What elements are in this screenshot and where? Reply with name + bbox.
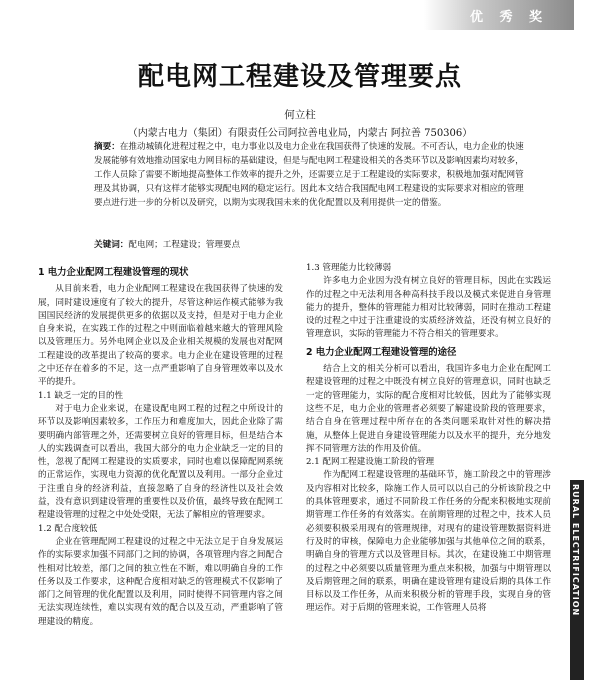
journal-side-tab	[570, 480, 584, 680]
section-heading: 1.2 配合度较低	[38, 523, 98, 534]
paragraph: 从目前来看，电力企业配网工程建设在我国获得了快速的发展，同时建设速度有了较大的提升，尽管这种运作模式能够为我国国民经济的发展提供更多的依据以及支持，但是对于电力企业自身来说，在实践工作的过程之中则面临着越来越大的管理风险以及管理压力。另外电网企业以及企业相关规模的发展也对配网工程建设的改革提出了较高的要求。电力企业在建设管理的过程之中还存在着多的不足，这一点严重影响了自身管理效率以及水平的提升。	[38, 284, 283, 388]
paragraph: 许多电力企业因为没有树立良好的管理目标，因此在实践运作的过程之中无法利用各种高科技手段以及模式来促进自身管理能力的提升，整体的管理能力相对比较薄弱，同时在推动工程建设的过程之中过于注重建设的实质经济效益，还没有树立良好的管理意识，实际的管理能力不符合相关的管理要求。	[306, 276, 551, 340]
article-title: 配电网工程建设及管理要点	[137, 62, 462, 92]
section-heading: 1 电力企业配网工程建设管理的现状	[38, 267, 189, 278]
journal-side-tab-label: RURAL ELECTRIFICATION	[571, 484, 580, 617]
section-heading: 2.1 配网工程建设施工阶段的管理	[306, 457, 435, 468]
right-column	[306, 262, 551, 616]
keywords-label: 关键词：	[94, 240, 129, 250]
award-badge	[424, 0, 574, 30]
author-affiliation: （内蒙古电力（集团）有限责任公司阿拉善电业局，内蒙古 阿拉善 750306）	[127, 128, 473, 139]
left-column	[38, 262, 283, 629]
author-name: 何立柱	[284, 109, 316, 121]
section-heading: 1.3 管理能力比较薄弱	[306, 263, 392, 273]
paragraph: 作为配网工程建设管理的基础环节，施工阶段之中的管理涉及内容相对比较多，除施工作人员可以以自己的分析该阶段之中的具体管理要求，通过不同阶段工作任务的分配来积极地实现前期管理工作任务的有效落实。在前期管理的过程之中，技术人员必须要积极采用现有的管理规律，对现有的建设管理数据资料进行及时的审核，保障电力企业能够加强与其他单位之间的联系，明确自身的管理方式以及管理目标。其次，在建设施工中期管理的过程之中必须要以质量管理为重点来积极，加强与中期管理以及后期管理之间的联系，明确在建设管理有建设后期的具体工作目标以及工作任务，从而来积极分析的管理手段，实现自身的管理运作。对于后期的管理来说，工作管理人员将	[306, 470, 551, 614]
paragraph: 对于电力企业来说，在建设配电网工程的过程之中所设计的环节以及影响因素较多，工作压力和难度加大，因此企业除了需要明确内部管理之外，还需要树立良好的管理目标，但是结合本人的实践调查可以看出，我国大部分的电力企业缺乏一定的目的性，忽视了配网工程建设的实质要求，同时也难以保障配网系统的正常运作，实现电力资源的优化配置以及利用。一部分企业过于注重自身的经济利益，直接忽略了自身的经济性以及社会效益，没有意识到建设管理的重要性以及价值，最终导致在配网工程建设管理的过程之中处处受限，无法了解相应的管理要求。	[38, 403, 283, 521]
paragraph: 企业在管理配网工程建设的过程之中无法立足于自身发展运作的实际要求加强不同部门之间的协调，各项管理内容之间配合性相对比较差，部门之间的独立性在不断，难以明确自身的工作任务以及工作要求，这种配合度相对缺乏的管理模式不仅影响了部门之间管理的优化配置以及利用，同时使得不同管理内容之间无法实现连续性，难以实现有效的配合以及互动，严重影响了管理建设的精度。	[38, 536, 283, 627]
section-heading: 1.1 缺乏一定的目的性	[38, 390, 124, 401]
abstract	[94, 140, 524, 210]
abstract-text: 在推动城镇化进程过程之中，电力事业以及电力企业在我国获得了快速的发展。不可否认，电力企业的快速发展能够有效地推动国家电力网目标的基础建设，但是与配电网工程建设相关的各类环节以及影响因素均对较多，工作人员除了需要不断地提高整体工作效率的提升之外，还需要立足于工程建设的实际要求，积极地加强对配网管理及其协调，只有这样才能够实现配电网的稳定运行。因此本文结合我国配电网工程建设的实际要求对相应的管理要点进行进一步的分析以及研究，以期为实现我国未来的优化配置以及利用提供一定的借鉴。	[94, 142, 524, 208]
abstract-label: 摘要：	[94, 142, 120, 152]
award-badge-label: 优 秀 奖	[469, 10, 548, 25]
section-heading: 2 电力企业配网工程建设管理的途径	[306, 346, 457, 358]
keywords-text: 配电网；工程建设；管理要点	[128, 240, 241, 250]
keywords	[94, 238, 524, 252]
paragraph: 结合上文的相关分析可以看出，我国许多电力企业在配网工程建设管理的过程之中既没有树立良好的管理意识，同时也缺乏一定的管理能力，实际的配合度相对比较低，因此为了能够实现这些不足，电力企业的管理者必须要了解建设阶段的管理要求，结合自身在管理过程中所存在的各类问题采取针对性的解决措施，从整体上促进自身建设管理能力以及水平的提升，充分地发挥不同管理方法的作用及价值。	[306, 364, 551, 454]
